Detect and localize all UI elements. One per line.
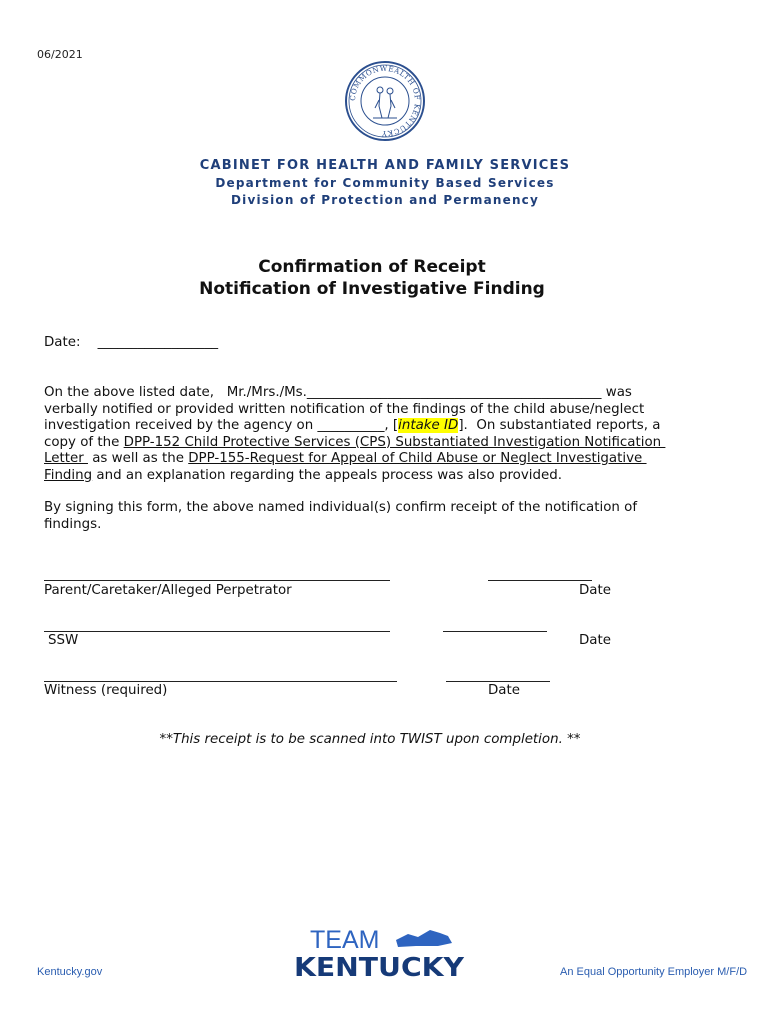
confirmation-paragraph bbox=[44, 500, 734, 533]
parent-date-line[interactable] bbox=[488, 580, 592, 581]
ssw-date-label: Date bbox=[579, 633, 612, 648]
paragraph-line: copy of the DPP-152 Child Protective Services (CPS) Substantiated Investigation Notification bbox=[44, 434, 666, 450]
paragraph-line: Finding and an explanation regarding the appeals process was also provided. bbox=[44, 467, 562, 483]
kentucky-state-icon bbox=[396, 930, 452, 947]
witness-signature-line[interactable] bbox=[44, 681, 397, 682]
kentucky-logo-word: KENTUCKY bbox=[294, 953, 466, 980]
scan-note: **This receipt is to be scanned into TWIST upon completion. ** bbox=[159, 732, 581, 747]
ssw-signature-line[interactable] bbox=[44, 631, 390, 632]
notification-paragraph bbox=[44, 385, 734, 484]
revision-date: 06/2021 bbox=[37, 48, 83, 61]
parent-signature-label: Parent/Caretaker/Alleged Perpetrator bbox=[44, 583, 292, 598]
witness-signature-label: Witness (required) bbox=[44, 683, 168, 698]
date-field[interactable]: __________________ bbox=[97, 335, 219, 350]
ssw-date-line[interactable] bbox=[443, 631, 547, 632]
paragraph-line: On the above listed date, Mr./Mrs./Ms.____________________________________________ was bbox=[44, 385, 632, 400]
paragraph-line: findings. bbox=[44, 516, 102, 532]
dpp155-link-cont[interactable]: Finding bbox=[44, 467, 93, 483]
kentucky-gov-link[interactable]: Kentucky.gov bbox=[37, 966, 103, 978]
paragraph-line: verbally notified or provided written notification of the findings of the child abuse/neglect bbox=[44, 401, 645, 417]
witness-date-line[interactable] bbox=[446, 681, 550, 682]
document-title: Confirmation of Receipt bbox=[258, 257, 486, 277]
svg-text:COMMONWEALTH OF KENTUCKY bbox=[348, 64, 422, 138]
agency-division: Division of Protection and Permanency bbox=[230, 193, 540, 207]
equal-opportunity-text: An Equal Opportunity Employer M/F/D bbox=[560, 966, 748, 978]
dpp155-link[interactable]: DPP-155-Request for Appeal of Child Abuse or Neglect Investigative bbox=[188, 451, 647, 466]
date-row bbox=[44, 335, 218, 352]
seal-text: COMMONWEALTH OF KENTUCKY bbox=[347, 63, 423, 139]
team-logo-word: TEAM bbox=[310, 926, 380, 954]
paragraph-line: By signing this form, the above named individual(s) confirm receipt of the notification of bbox=[44, 500, 638, 515]
team-kentucky-logo bbox=[292, 924, 468, 980]
kentucky-seal-icon bbox=[344, 60, 426, 142]
date-label: Date: bbox=[44, 335, 81, 350]
parent-date-label: Date bbox=[579, 583, 612, 598]
intake-id-field[interactable]: intake ID bbox=[398, 418, 459, 433]
witness-date-label: Date bbox=[488, 683, 521, 698]
agency-cabinet: CABINET FOR HEALTH AND FAMILY SERVICES bbox=[199, 158, 571, 173]
agency-department: Department for Community Based Services bbox=[215, 176, 555, 190]
document-subtitle: Notification of Investigative Finding bbox=[199, 279, 545, 299]
parent-signature-line[interactable] bbox=[44, 580, 390, 581]
paragraph-line: Letter as well as the DPP-155-Request for Appeal of Child Abuse or Neglect Investigative bbox=[44, 451, 647, 466]
ssw-signature-label: SSW bbox=[48, 633, 79, 648]
paragraph-line: investigation received by the agency on __________, [intake ID]. On substantiated reports, a bbox=[44, 418, 661, 433]
dpp152-link[interactable]: DPP-152 Child Protective Services (CPS) Substantiated Investigation Notification bbox=[123, 434, 666, 450]
dpp152-link-cont[interactable]: Letter bbox=[44, 451, 88, 466]
